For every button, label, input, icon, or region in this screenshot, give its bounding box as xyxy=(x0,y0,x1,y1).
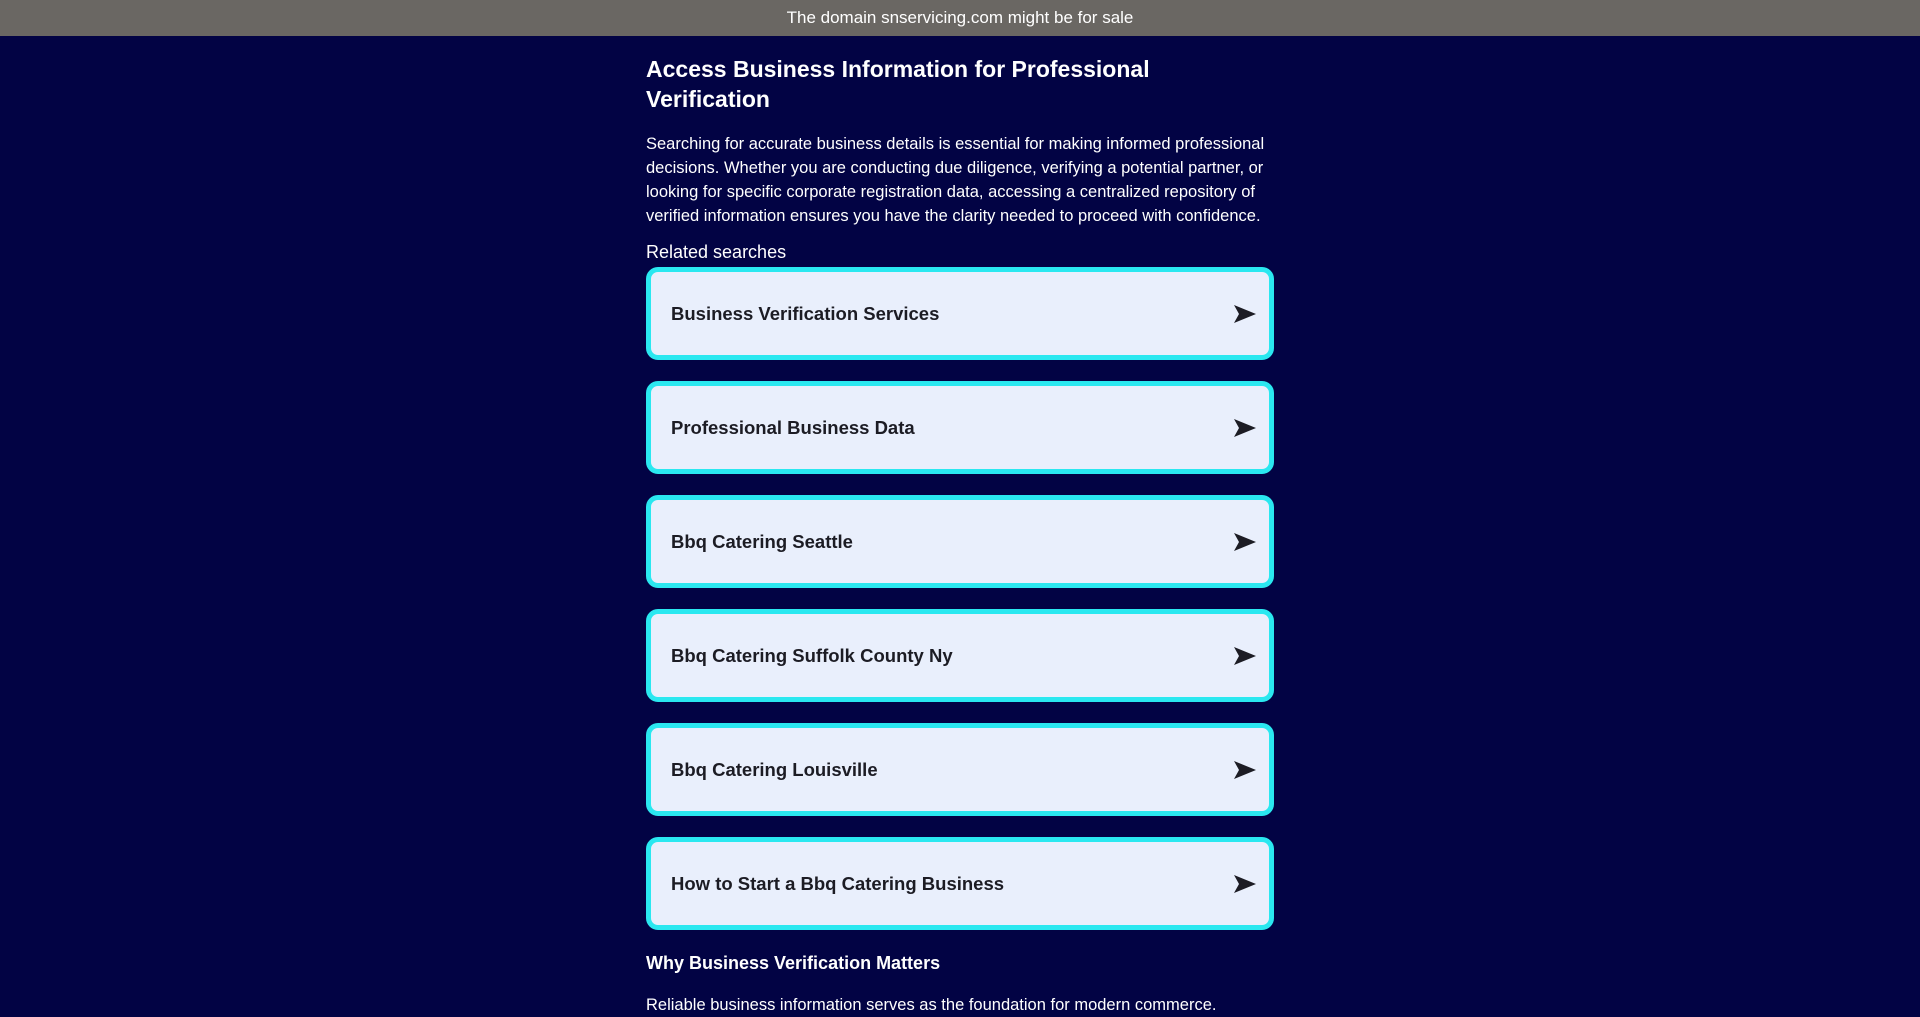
section-heading: Why Business Verification Matters xyxy=(646,953,941,973)
related-search-business-verification-services[interactable] xyxy=(646,267,1274,360)
arrow-right-icon xyxy=(1233,646,1257,666)
section-paragraph: Reliable business information serves as the foundation for modern commerce. xyxy=(646,996,1217,1014)
related-search-label: How to Start a Bbq Catering Business xyxy=(671,872,1005,894)
related-search-label: Bbq Catering Seattle xyxy=(671,530,853,552)
related-search-bbq-catering-louisville[interactable] xyxy=(646,723,1274,816)
arrow-right-icon xyxy=(1233,304,1257,324)
related-search-bbq-catering-seattle[interactable] xyxy=(646,495,1274,588)
arrow-right-icon xyxy=(1233,532,1257,552)
page-title: Access Business Information for Professional Verification xyxy=(646,56,1150,112)
related-search-label: Professional Business Data xyxy=(671,416,915,438)
intro-paragraph: Searching for accurate business details is essential for making informed professional decisions. Whether you are conducting due diligence, verifying a potential partner, or looking for specific corporate registration data, accessing a centralized repository of verified information ensures you have the clarity needed to proceed with confidence. xyxy=(646,135,1265,225)
related-search-label: Bbq Catering Suffolk County Ny xyxy=(671,644,953,666)
arrow-right-icon xyxy=(1233,418,1257,438)
related-searches-list xyxy=(646,267,1274,930)
related-search-professional-business-data[interactable] xyxy=(646,381,1274,474)
domain-sale-banner xyxy=(0,0,1920,36)
main-content xyxy=(646,36,1274,1017)
related-search-start-bbq-catering-business[interactable] xyxy=(646,837,1274,930)
domain-sale-text: The domain snservicing.com might be for sale xyxy=(786,8,1134,27)
related-searches-heading: Related searches xyxy=(646,242,787,262)
related-search-label: Business Verification Services xyxy=(671,302,940,324)
arrow-right-icon xyxy=(1233,760,1257,780)
arrow-right-icon xyxy=(1233,874,1257,894)
related-search-label: Bbq Catering Louisville xyxy=(671,758,878,780)
related-search-bbq-catering-suffolk-county-ny[interactable] xyxy=(646,609,1274,702)
